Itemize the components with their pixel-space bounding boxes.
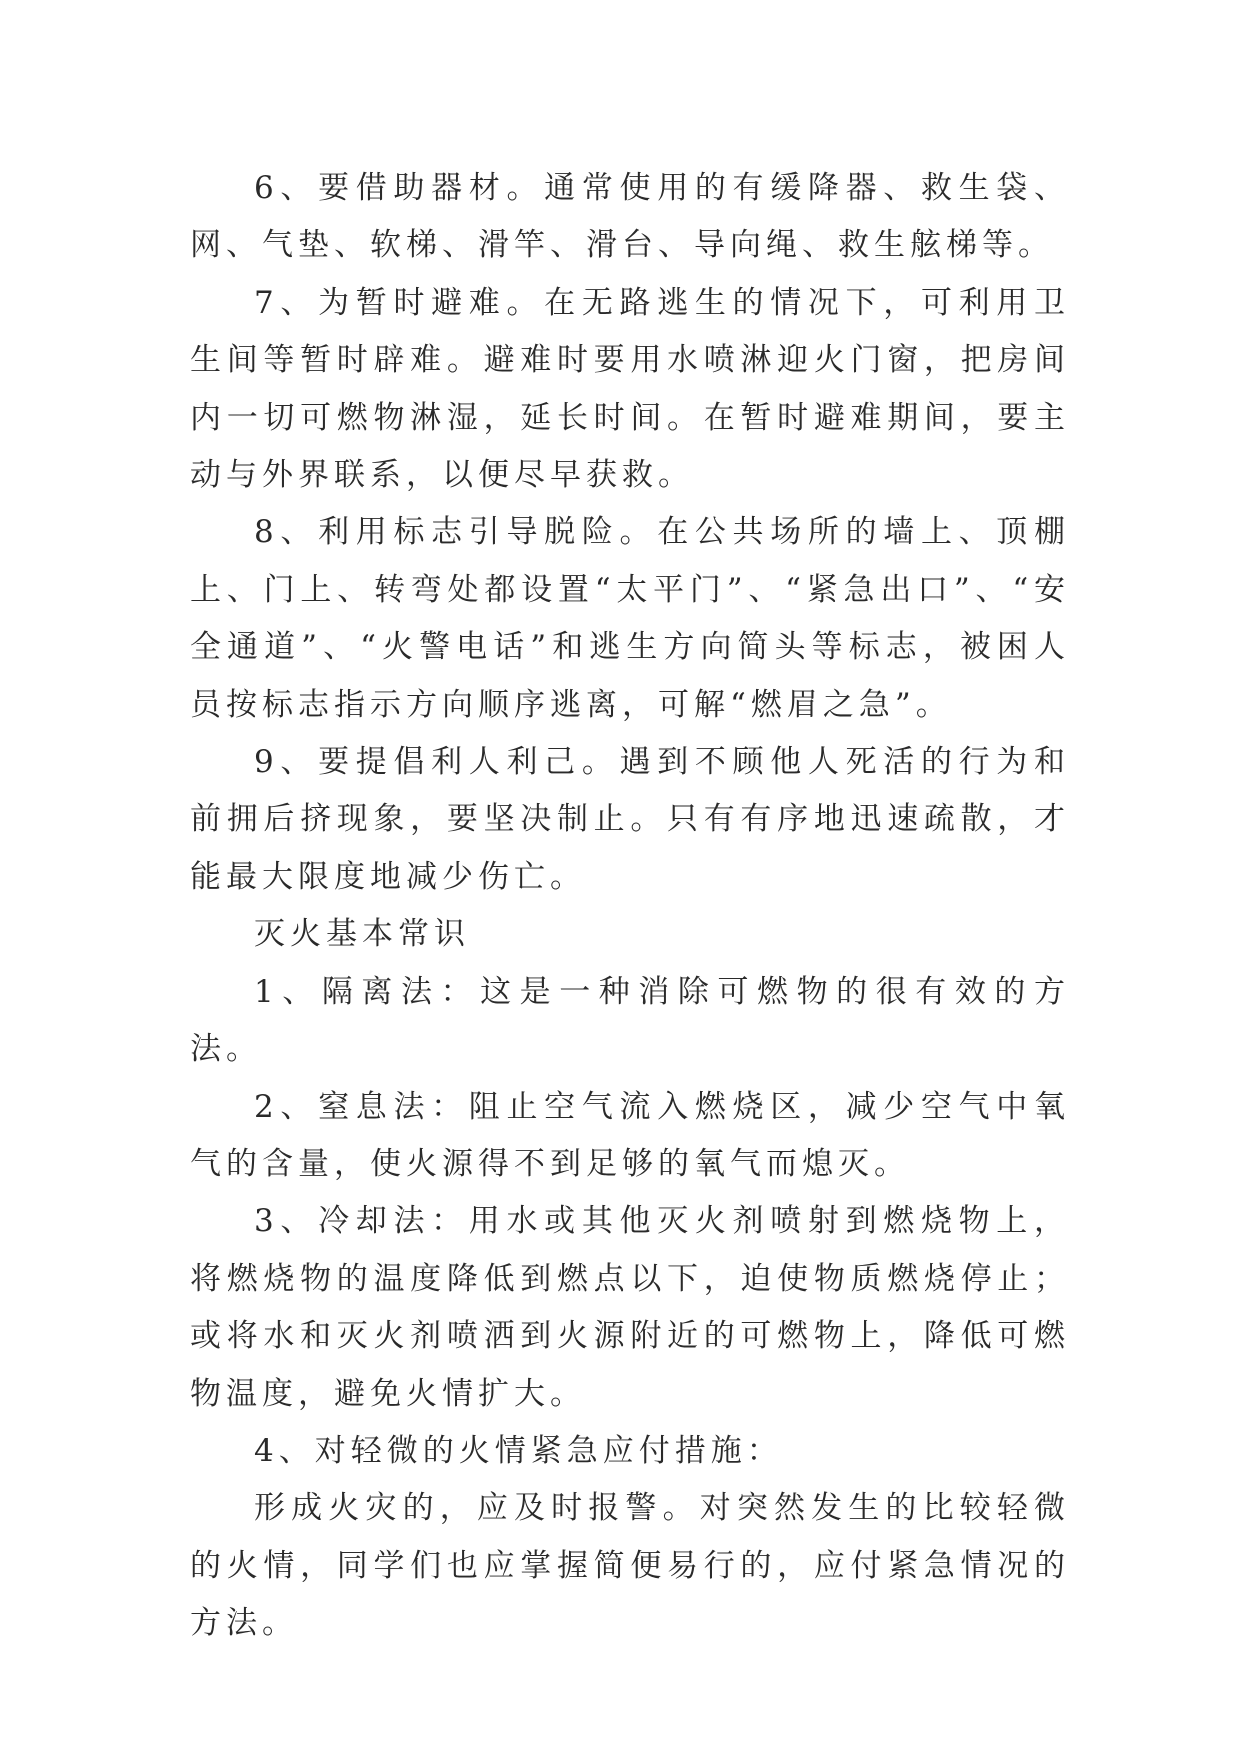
- paragraph-item-3-cooling: 3、冷却法：用水或其他灭火剂喷射到燃烧物上，将燃烧物的温度降低到燃点以下，迫使物质燃烧停止；或将水和灭火剂喷洒到火源附近的可燃物上，降低可燃物温度，避免火情扩大。: [190, 1203, 1070, 1412]
- paragraph-item-8-follow-signs: 8、利用标志引导脱险。在公共场所的墙上、顶棚上、门上、转弯处都设置“太平门”、“紧急出口”、“安全通道”、“火警电话”和逃生方向简头等标志，被困人员按标志指示方向顺序逃离，可解“燃眉之急”。: [190, 514, 1070, 723]
- section-heading: 灭火基本常识: [254, 916, 470, 953]
- paragraph-item-7-temporary-refuge: 7、为暂时避难。在无路逃生的情况下，可利用卫生间等暂时辟难。避难时要用水喷淋迎火门窗，把房间内一切可燃物淋湿，延长时间。在暂时避难期间，要主动与外界联系，以便尽早获救。: [190, 284, 1070, 494]
- paragraph-item-1-isolation: 1、隔离法：这是一种消除可燃物的很有效的方法。: [190, 973, 1070, 1068]
- paragraph-closing: 形成火灾的，应及时报警。对突然发生的比较轻微的火情，同学们也应掌握简便易行的，应付紧急情况的方法。: [190, 1490, 1070, 1642]
- paragraph-item-6-equipment: 6、要借助器材。通常使用的有缓降器、救生袋、网、气垫、软梯、滑竿、滑台、导向绳、救生舷梯等。: [190, 170, 1070, 264]
- paragraph-item-4-minor-fire: 4、对轻微的火情紧急应付措施：: [254, 1432, 783, 1469]
- paragraph-item-2-suffocation: 2、窒息法：阻止空气流入燃烧区，减少空气中氧气的含量，使火源得不到足够的氧气而熄灭。: [190, 1088, 1070, 1182]
- document-body: [190, 160, 1070, 1653]
- paragraph-item-9-mutual-help: 9、要提倡利人利己。遇到不顾他人死活的行为和前拥后挤现象，要坚决制止。只有有序地迅速疏散，才能最大限度地减少伤亡。: [190, 744, 1070, 895]
